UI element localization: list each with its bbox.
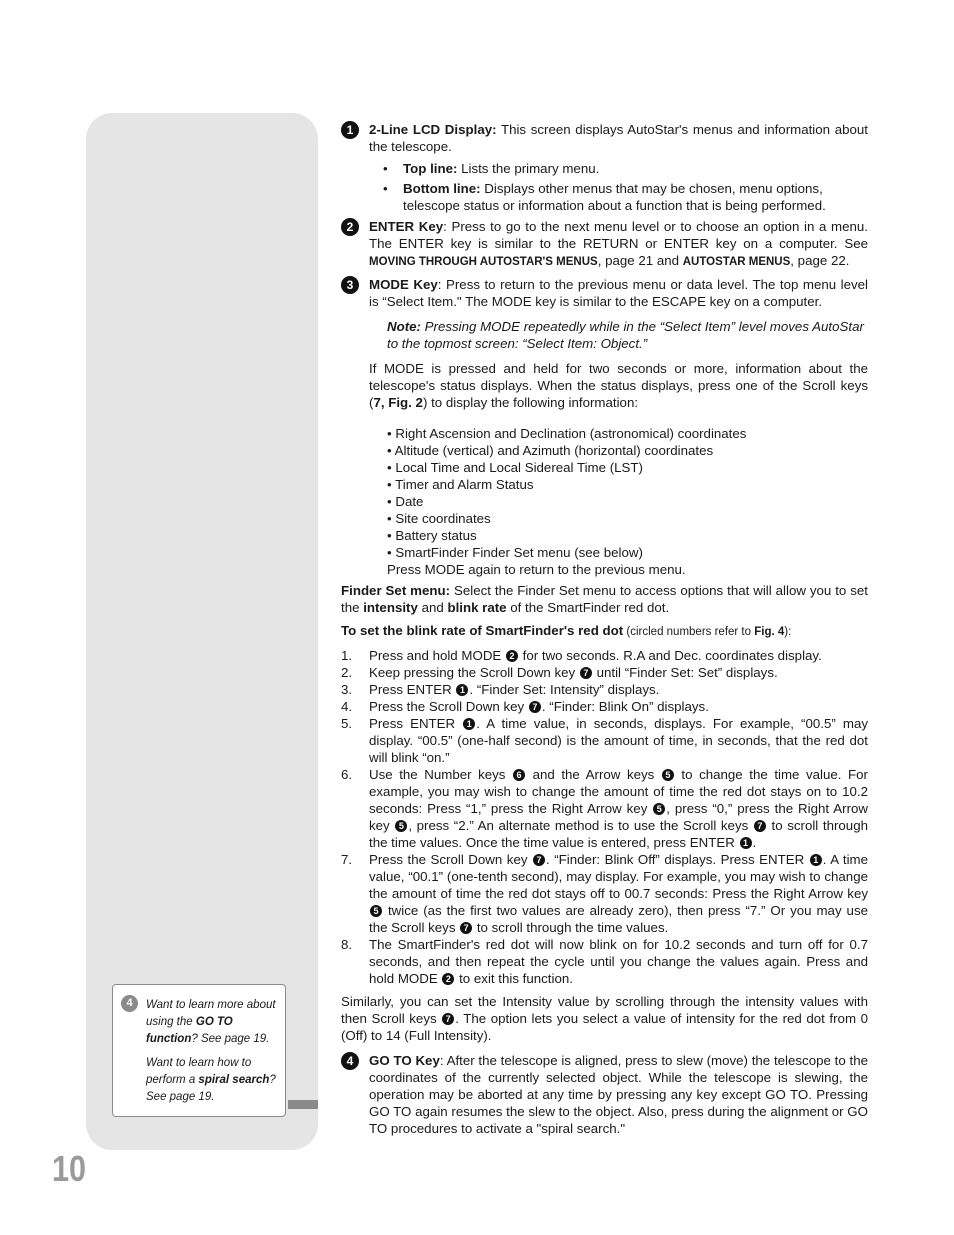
step-item [341,936,868,987]
page-number: 10 [52,1148,87,1189]
key-badge: 1 [463,718,475,730]
key-badge: 5 [370,905,382,917]
key-badge: 7 [529,701,541,713]
key-badge: 7 [460,922,472,934]
number-badge: 3 [341,276,359,294]
step-text: to scroll through the time values. Once the time value is entered, press ENTER [369,818,868,850]
key-badge: 6 [513,769,525,781]
step-item [341,681,868,698]
step-text: for two seconds. R.A and Dec. coordinates display. [518,648,822,663]
step-text: Keep pressing the Scroll Down key [369,665,579,680]
tip-number-badge: 4 [121,995,138,1012]
step-number: 6. [341,767,353,782]
step-text: Press the Scroll Down key [369,852,533,867]
step-text: Use the Number keys [369,767,513,782]
step-text: and the Arrow keys [526,767,661,782]
item-enter-key: 2 ENTER Key: Press to go to the next menu level or to choose an option in a menu. The ENTER key is similar to the RETURN or ENTER key on a computer. See MOVING THROUGH AUTOSTAR'S MENUS, page 21 and AUTOSTAR MENUS, page 22. [341,218,868,271]
step-number: 5. [341,716,353,731]
list-item: • Right Ascension and Declination (astronomical) coordinates [387,426,747,441]
step-item [341,766,868,851]
step-text: twice (as the first two values are already zero), then press “7.” Or you may use the Scroll keys [369,903,868,935]
list-item: • Bottom line: Displays other menus that may be chosen, menu options, telescope status or information about a function that is being performed. [403,180,868,214]
tip-box [112,984,286,1117]
step-number: 4. [341,699,353,714]
tip-spiral: Want to learn how to perform a spiral search? See page 19. [146,1057,276,1103]
step-text: . [752,835,757,850]
step-number: 8. [341,937,353,952]
list-item: • Date [387,494,424,509]
step-number: 2. [341,665,353,680]
step-text: . A time value, in seconds, displays. For example, “00.5” may display. “00.5” (one-half second) is the amount of time, in seconds, that the red dot will blink “on.” [369,716,868,765]
number-badge: 4 [341,1052,359,1070]
key-badge: 5 [395,820,407,832]
step-text: to change the time value. For example, you may wish to change the amount of time the red dot stays on to 10.2 seconds: Press “1,” press the Right Arrow key [369,767,868,816]
intensity-paragraph: Similarly, you can set the Intensity value by scrolling through the intensity values with then Scroll keys 7 . The option lets you select a value of intensity for the red dot from 0 (Off) to 14 (Full Intensity). [341,994,868,1043]
key-badge: 1 [456,684,468,696]
list-item: • Timer and Alarm Status [387,477,534,492]
lcd-bullet-list [369,160,868,214]
step-item [341,715,868,766]
key-badge: 7 [442,1013,454,1025]
step-text: Press the Scroll Down key [369,699,528,714]
step-number: 7. [341,852,353,867]
item-lcd-display: 1 2-Line LCD Display: This screen displays AutoStar's menus and information about the telescope. • Top line: Lists the primary menu. • Bottom line: Displays other menus that may be chosen, menu options, telescope status or information about a function that is being performed. [341,121,868,214]
step-item [341,851,868,936]
step-text: to exit this function. [455,971,573,986]
key-badge: 2 [442,973,454,985]
step-text: The SmartFinder's red dot will now blink on for 10.2 seconds and turn off for 0.7 seconds, and then repeat the cycle until you change the values again. Press and hold MODE [369,937,868,986]
step-text: . “Finder: Blink Off” displays. Press ENTER [546,852,809,867]
step-text: Press ENTER [369,682,456,697]
key-badge: 7 [754,820,766,832]
mode-note: Note: Pressing MODE repeatedly while in the “Select Item” level moves AutoStar to the topmost screen: “Select Item: Object.” [387,319,864,351]
step-number: 1. [341,648,353,663]
number-badge: 1 [341,121,359,139]
key-badge: 2 [506,650,518,662]
step-text: until “Finder Set: Set” displays. [592,665,778,680]
list-item: • Top line: Lists the primary menu. [403,160,868,177]
step-item [341,664,868,681]
list-item: • SmartFinder Finder Set menu (see below) [387,545,643,560]
step-text: . “Finder: Blink On” displays. [541,699,709,714]
main-content [341,121,868,1142]
tip-goto: Want to learn more about using the GO TO function? See page 19. [146,999,276,1045]
key-badge: 7 [580,667,592,679]
finder-set-paragraph: Finder Set menu: Select the Finder Set menu to access options that will allow you to set the intensity and blink rate of the SmartFinder red dot. [341,583,868,615]
list-item: • Altitude (vertical) and Azimuth (horizontal) coordinates [387,443,714,458]
step-text: Press and hold MODE [369,648,505,663]
key-badge: 1 [740,837,752,849]
key-badge: 7 [533,854,545,866]
key-badge: 5 [662,769,674,781]
step-number: 3. [341,682,353,697]
list-item: Press MODE again to return to the previous menu. [387,562,686,577]
key-badge: 5 [653,803,665,815]
key-badge: 1 [810,854,822,866]
list-item: • Local Time and Local Sidereal Time (LST) [387,460,643,475]
number-badge: 2 [341,218,359,236]
step-text: Press ENTER [369,716,463,731]
step-text: . “Finder Set: Intensity” displays. [469,682,660,697]
step-item [341,698,868,715]
step-text: , press “2.” An alternate method is to use the Scroll keys [408,818,753,833]
step-text: . A time value, “00.1” (one-tenth second), may display. For example, you may wish to change the amount of time the red dot stays off to 00.7 seconds: Press the Right Arrow key [369,852,868,901]
list-item: • Site coordinates [387,511,491,526]
step-text: to scroll through the time values. [473,920,669,935]
blink-rate-heading: To set the blink rate of SmartFinder's red dot (circled numbers refer to Fig. 4): [341,623,792,638]
item-mode-key: 3 MODE Key: Press to return to the previous menu or data level. The top menu level is “Select Item." The MODE key is similar to the ESCAPE key on a computer. Note: Pressing MODE repeatedly while in the “Select Item” level moves AutoStar to the topmost screen: “Select Item: Object.” If MODE is pressed and held for two seconds or more, information about the telescope's status displays. When the status displays, press one of the Scroll keys (7, Fig. 2) to display the following information: • Right Ascension and Declination (astronomical) coordinates • Altitude (vertical) and Azimuth (horizontal) coordinates • Local Time and Local Sidereal Time (LST) • Timer and Alarm Status • Date • Site coordinates • Battery status • SmartFinder Finder Set menu (see below) Press MODE again to return to the previous menu. [341,276,868,578]
tip-connector-bar [288,1100,318,1109]
blink-rate-steps [341,647,868,987]
list-item: • Battery status [387,528,477,543]
step-text: , press “0,” press the Right Arrow key [369,801,868,833]
item-goto-key: 4 GO TO Key: After the telescope is aligned, press to slew (move) the telescope to the coordinates of the currently selected object. While the telescope is slewing, the operation may be aborted at any time by pressing any key except GO TO. Pressing GO TO again resumes the slew to the object. Also, press during the alignment or GO TO procedures to activate a "spiral search." [341,1052,868,1137]
status-info-list [387,425,868,578]
step-item [341,647,868,664]
